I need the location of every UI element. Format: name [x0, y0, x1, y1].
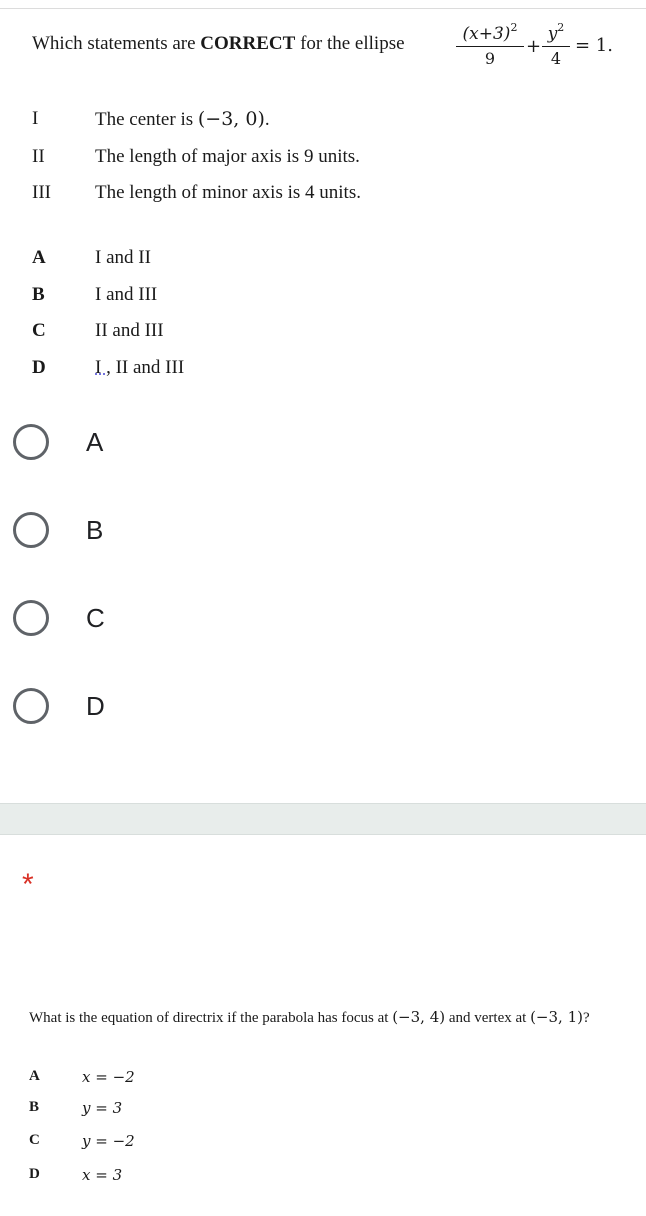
question-separator	[0, 803, 646, 835]
statement-math: (−3, 0)	[197, 108, 265, 130]
option-text: y = 3	[82, 1099, 123, 1117]
radio-button[interactable]	[13, 600, 49, 636]
ellipse-term-2-numerator	[542, 18, 570, 44]
radio-label: A	[86, 427, 104, 457]
q2-focus: (−3, 4)	[392, 1008, 446, 1026]
stem-bold: CORRECT	[200, 33, 296, 54]
fraction-bar	[456, 46, 524, 47]
option-text: I and II	[95, 247, 151, 268]
option-text: x = −2	[82, 1068, 135, 1086]
statement-numeral: I	[32, 108, 39, 129]
statement-text-main: The center is	[95, 109, 194, 130]
q2-stem-prefix: What is the equation of directrix if the parabola has focus at	[29, 1010, 389, 1026]
equals-one	[575, 35, 613, 56]
stem-suffix: for the ellipse	[295, 33, 405, 54]
question-1-stem	[32, 18, 632, 78]
top-divider	[0, 8, 646, 9]
term-2-numerator-text: y	[547, 24, 558, 44]
option-letter: D	[29, 1166, 40, 1182]
option-text-first: I ,	[95, 357, 111, 378]
term-2-exponent: 2	[557, 21, 565, 34]
radio-option-b[interactable]	[13, 512, 313, 556]
statement-text: The length of minor axis is 4 units.	[95, 182, 361, 203]
statement-text	[95, 108, 270, 131]
option-letter: C	[32, 320, 46, 341]
q2-stem-middle: and vertex at	[448, 1010, 527, 1026]
radio-label: D	[86, 691, 105, 721]
ellipse-term-1-numerator	[456, 18, 524, 44]
option-text	[95, 357, 184, 379]
ellipse-term-2	[542, 18, 570, 68]
option-letter: B	[29, 1099, 40, 1115]
radio-label: B	[86, 515, 104, 545]
radio-option-c[interactable]	[13, 600, 313, 644]
radio-label: C	[86, 603, 105, 633]
required-asterisk: *	[22, 868, 34, 901]
statement-text: The length of major axis is 9 units.	[95, 146, 360, 167]
equation-trailing: .	[607, 35, 613, 56]
ellipse-term-1	[456, 18, 524, 68]
option-letter: C	[29, 1132, 40, 1148]
statement-trailing: .	[264, 109, 270, 130]
option-text: I and III	[95, 284, 158, 305]
option-text: x = 3	[82, 1166, 123, 1184]
q2-vertex: (−3, 1)	[530, 1008, 583, 1026]
option-letter: A	[29, 1068, 40, 1084]
question-1-stem-text	[32, 33, 405, 55]
radio-option-a[interactable]	[13, 424, 313, 468]
question-2-stem	[29, 1008, 590, 1027]
stem-prefix: Which statements are	[32, 33, 201, 54]
plus-sign: +	[526, 36, 542, 57]
option-text: y = −2	[82, 1132, 135, 1150]
term-1-numerator-text: (x+3)	[462, 24, 511, 44]
radio-button[interactable]	[13, 424, 49, 460]
option-letter: A	[32, 247, 46, 268]
option-text: II and III	[95, 320, 164, 341]
equals-text: = 1	[575, 35, 608, 56]
statement-numeral: III	[32, 182, 51, 203]
option-text-rest: II and III	[110, 357, 185, 378]
fraction-bar	[542, 46, 570, 47]
ellipse-term-2-denominator: 4	[550, 49, 562, 68]
ellipse-term-1-denominator: 9	[484, 49, 496, 68]
radio-button[interactable]	[13, 688, 49, 724]
radio-option-d[interactable]	[13, 688, 313, 732]
q2-stem-suffix: ?	[582, 1010, 590, 1026]
term-1-exponent: 2	[510, 21, 518, 34]
radio-button[interactable]	[13, 512, 49, 548]
option-letter: D	[32, 357, 46, 378]
statement-numeral: II	[32, 146, 45, 167]
option-letter: B	[32, 284, 45, 305]
